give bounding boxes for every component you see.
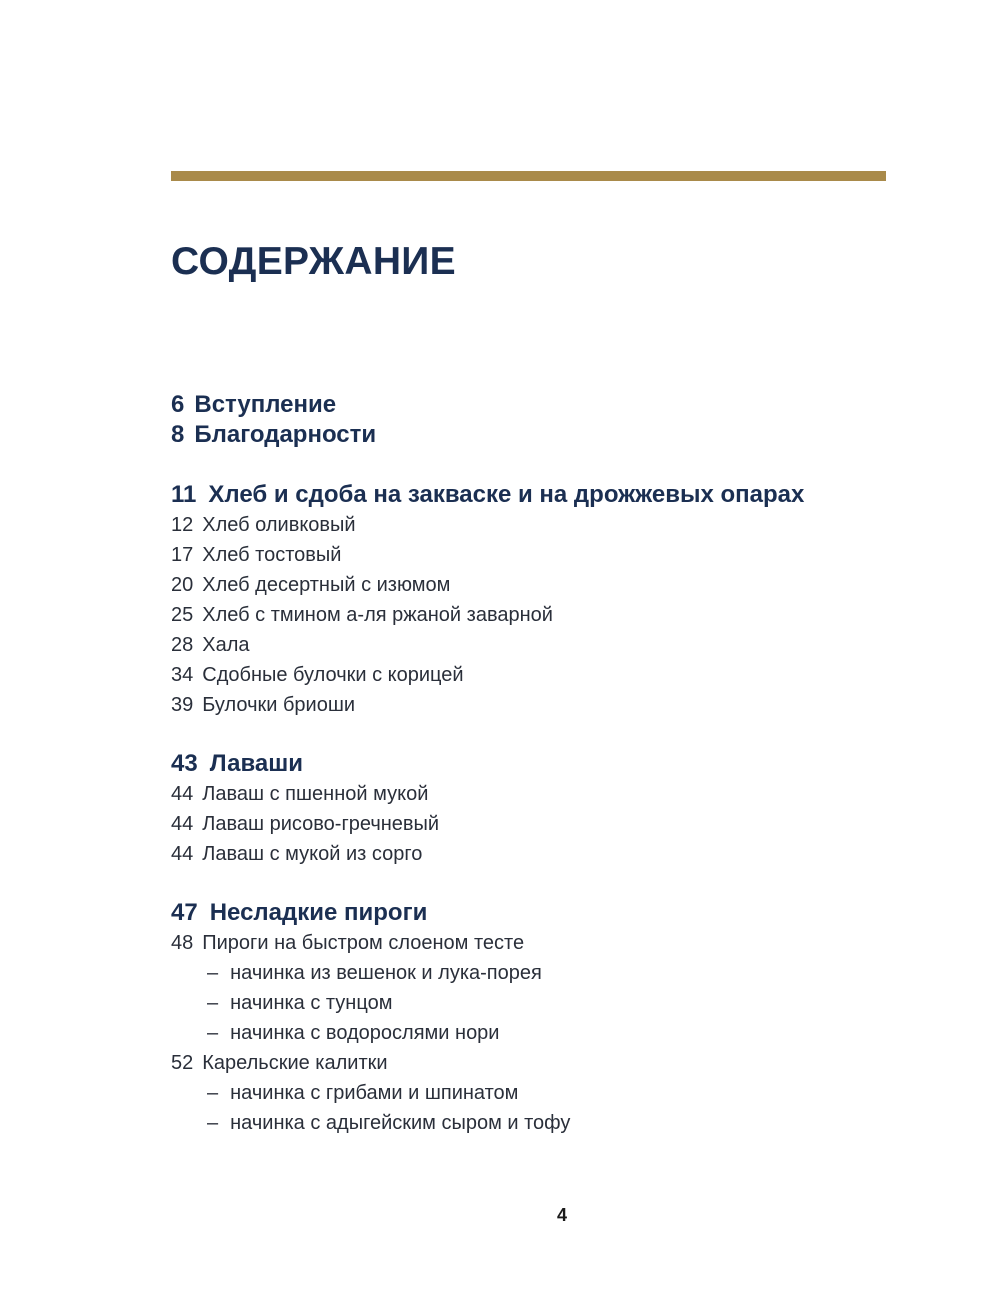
page-title: СОДЕРЖАНИЕ [171,240,456,283]
list-dash: – [207,992,219,1014]
toc-page-number: 47 [171,899,198,926]
toc-item-label: Хала [202,634,250,656]
toc-section-bread [171,480,911,720]
toc-section-lavash [171,749,911,869]
toc-item-label: Лаваш с пшенной мукой [202,783,429,805]
toc-item[interactable] [171,510,911,540]
toc-subitem[interactable] [171,1078,911,1108]
list-dash: – [207,1082,219,1104]
toc-item[interactable] [171,630,911,660]
toc-page-number: 39 [171,694,194,716]
toc-page-number: 43 [171,750,198,777]
toc-section-heading[interactable] [171,749,911,779]
toc-item[interactable] [171,570,911,600]
toc-item-label: Лаваш с мукой из сорго [202,843,423,865]
list-dash: – [207,1112,219,1134]
toc-item-label: Хлеб тостовый [202,544,342,566]
toc-item-label: Булочки бриоши [202,694,356,716]
toc-item[interactable] [171,839,911,869]
toc-item[interactable] [171,809,911,839]
toc-section-heading[interactable] [171,898,911,928]
page-number: 4 [556,1205,567,1225]
toc-section-label: Несладкие пироги [209,899,428,926]
toc-page-number: 44 [171,843,194,865]
toc-subitem[interactable] [171,958,911,988]
list-dash: – [207,1022,219,1044]
toc-subitem-label: начинка с тунцом [230,992,393,1014]
toc-item-label: Хлеб оливковый [202,514,356,536]
toc-subitem[interactable] [171,988,911,1018]
toc-page-number: 28 [171,634,194,656]
toc-page-number: 25 [171,604,194,626]
toc-item[interactable] [171,928,911,958]
toc-subitem-label: начинка с грибами и шпинатом [230,1082,519,1104]
toc-entry-acknowledgements[interactable] [171,420,911,450]
toc-intro-group [171,390,911,450]
toc-item-label: Хлеб десертный с изюмом [202,574,451,596]
toc-page-number: 44 [171,813,194,835]
toc-subitem-label: начинка с адыгейским сыром и тофу [230,1112,571,1134]
toc-page-number: 11 [171,481,197,508]
toc-entry-intro[interactable] [171,390,911,420]
toc-page-number: 6 [171,391,185,418]
toc-item-label: Хлеб с тмином а-ля ржаной заварной [202,604,553,626]
toc-page-number: 52 [171,1052,194,1074]
toc-item[interactable] [171,690,911,720]
toc-item-label: Сдобные булочки с корицей [202,664,464,686]
toc-section-pies [171,898,911,1138]
toc-item-label: Лаваш рисово-гречневый [202,813,440,835]
toc-item[interactable] [171,1048,911,1078]
toc-subitem-label: начинка из вешенок и лука-порея [230,962,542,984]
toc-page-number: 8 [171,421,185,448]
toc-page-number: 17 [171,544,194,566]
toc-page-number: 44 [171,783,194,805]
toc-item-label: Карельские калитки [202,1052,388,1074]
toc-item[interactable] [171,660,911,690]
toc-page-number: 48 [171,932,194,954]
toc-item[interactable] [171,600,911,630]
toc-page-number: 34 [171,664,194,686]
accent-rule [171,171,886,181]
table-of-contents [171,390,911,1167]
toc-page-number: 12 [171,514,194,536]
toc-page-number: 20 [171,574,194,596]
toc-section-label: Лаваши [209,750,304,777]
toc-entry-label: Вступление [194,391,337,418]
list-dash: – [207,962,219,984]
toc-section-heading[interactable] [171,480,911,510]
toc-item[interactable] [171,540,911,570]
toc-subitem-label: начинка с водорослями нори [230,1022,500,1044]
toc-subitem[interactable] [171,1108,911,1138]
toc-item-label: Пироги на быстром слоеном тесте [202,932,525,954]
toc-section-label: Хлеб и сдоба на закваске и на дрожжевых опарах [208,481,805,508]
toc-item[interactable] [171,779,911,809]
toc-subitem[interactable] [171,1018,911,1048]
toc-entry-label: Благодарности [194,421,377,448]
